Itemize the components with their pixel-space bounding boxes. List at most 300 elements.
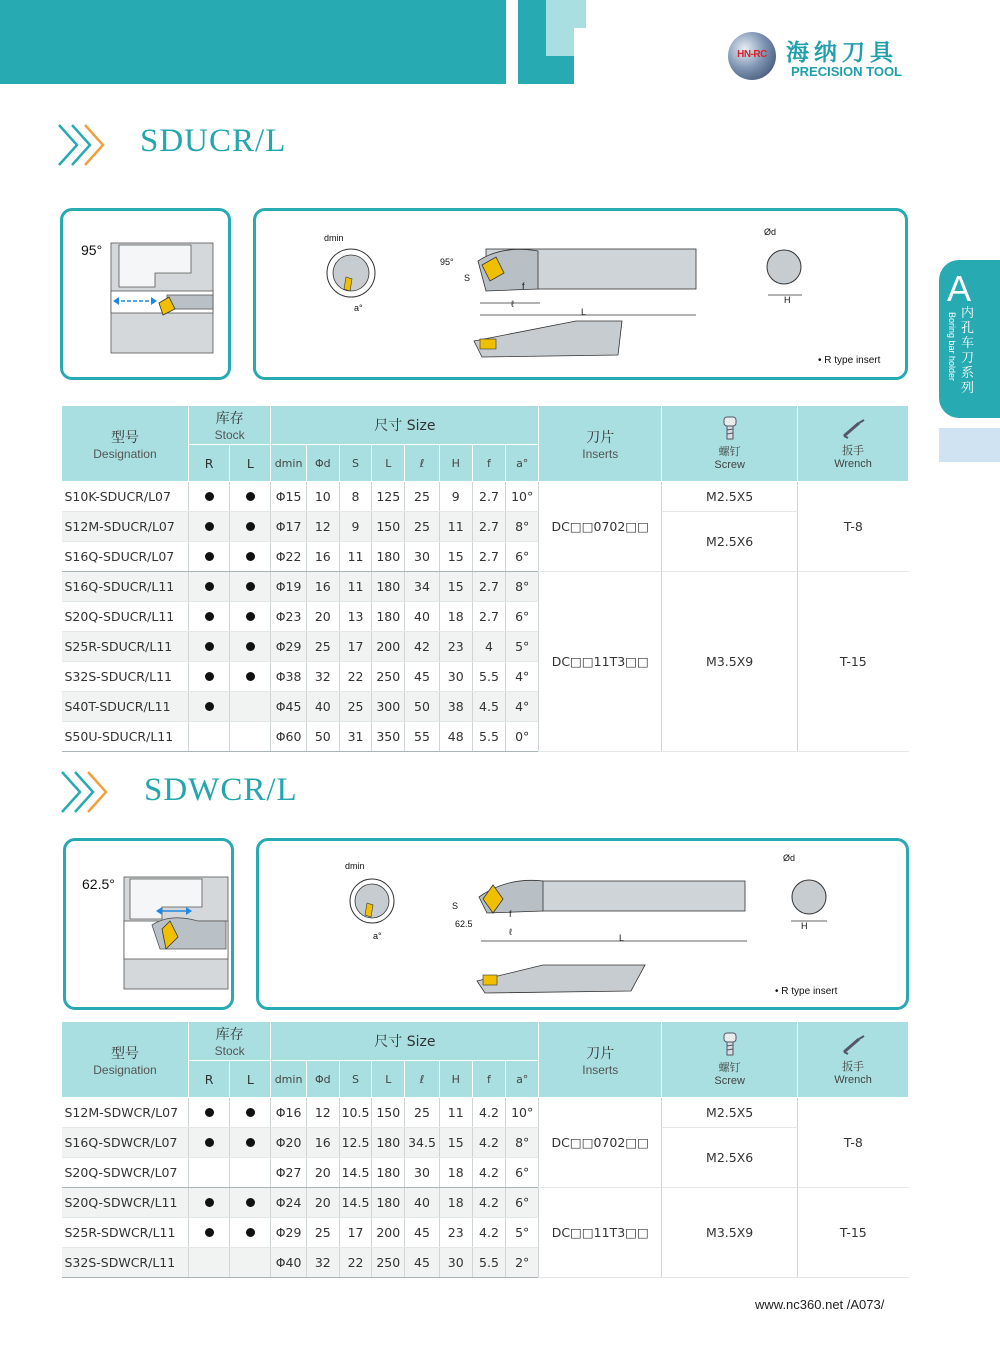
dim-label-a: a° xyxy=(354,303,363,313)
holder-angle-diagram xyxy=(66,841,231,1007)
stock-r-cell xyxy=(188,722,229,752)
insert-cell: DC□□11T3□□ xyxy=(539,1188,662,1278)
dim-label-d: Ød xyxy=(783,853,796,863)
dim-label-l-small: ℓ xyxy=(509,927,512,937)
dim-label-a: a° xyxy=(373,931,382,941)
section-title: SDWCR/L xyxy=(144,772,298,808)
header-size-label: 尺寸 Size xyxy=(374,1034,436,1050)
stock-dot-icon xyxy=(205,552,214,561)
section-title: SDUCR/L xyxy=(140,123,287,159)
cell-h: 23 xyxy=(439,632,472,662)
header-square-1 xyxy=(518,0,546,28)
cell-length: 200 xyxy=(372,632,405,662)
stock-r-cell xyxy=(188,512,229,542)
dim-label-h: H xyxy=(784,295,791,305)
cell-dmin: Φ60 xyxy=(271,722,306,752)
stock-r-cell xyxy=(188,482,229,512)
header-col-d: Φd xyxy=(306,1061,339,1098)
stock-r-cell xyxy=(188,542,229,572)
stock-dot-icon xyxy=(246,642,255,651)
cell-d: 20 xyxy=(306,1158,339,1188)
header-screw xyxy=(662,1022,798,1098)
wrench-icon xyxy=(840,417,866,439)
stock-l-cell xyxy=(230,572,271,602)
cell-f: 5.5 xyxy=(472,1248,505,1278)
cell-length: 250 xyxy=(372,1248,405,1278)
stock-dot-icon xyxy=(205,1198,214,1207)
dim-label-h: H xyxy=(801,921,808,931)
cell-f: 2.7 xyxy=(472,512,505,542)
designation-cell: S40T-SDUCR/L11 xyxy=(62,692,189,722)
designation-cell: S32S-SDUCR/L11 xyxy=(62,662,189,692)
header-col-l-small: ℓ xyxy=(405,445,439,482)
insert-note: • R type insert xyxy=(818,355,881,366)
cell-angle: 6° xyxy=(506,1188,539,1218)
dim-label-dmin: dmin xyxy=(324,233,344,243)
designation-cell: S10K-SDUCR/L07 xyxy=(62,482,189,512)
cell-dmin: Φ24 xyxy=(271,1188,306,1218)
cell-f: 4.5 xyxy=(472,692,505,722)
header-designation-en: Designation xyxy=(93,1062,157,1077)
header-size xyxy=(271,1022,539,1061)
cell-d: 10 xyxy=(306,482,339,512)
header-screw-cn: 螺钉 xyxy=(718,1061,741,1074)
header-r: R xyxy=(188,445,229,482)
cell-d: 32 xyxy=(306,662,339,692)
angle-diagram-box xyxy=(63,838,234,1010)
cell-h: 38 xyxy=(439,692,472,722)
designation-cell: S20Q-SDWCR/L11 xyxy=(62,1188,189,1218)
insert-cell: DC□□11T3□□ xyxy=(539,572,662,752)
header-stock xyxy=(188,406,271,445)
header-size-label: 尺寸 Size xyxy=(374,418,436,434)
dim-label-l: L xyxy=(581,307,587,317)
stock-dot-icon xyxy=(205,582,214,591)
table-row xyxy=(62,512,909,542)
cell-l-small: 40 xyxy=(405,602,439,632)
cell-dmin: Φ22 xyxy=(271,542,306,572)
header-square-5 xyxy=(546,56,574,84)
cell-s: 10.5 xyxy=(339,1098,371,1128)
stock-r-cell xyxy=(188,1128,229,1158)
header-col-length: L xyxy=(372,1061,405,1098)
header-r: R xyxy=(188,1061,229,1098)
stock-l-cell xyxy=(230,602,271,632)
cell-h: 23 xyxy=(439,1218,472,1248)
cell-length: 180 xyxy=(372,572,405,602)
brand-name-cn: 海纳刀具 xyxy=(786,40,898,66)
header-inserts-cn: 刀片 xyxy=(586,1045,615,1062)
header-size xyxy=(271,406,539,445)
header-col-h: H xyxy=(439,445,472,482)
angle-label: 95° xyxy=(81,242,103,258)
header-l: L xyxy=(230,445,271,482)
stock-dot-icon xyxy=(205,702,214,711)
table-row xyxy=(62,1128,909,1158)
cell-angle: 4° xyxy=(506,692,539,722)
screw-cell: M2.5X6 xyxy=(662,512,798,572)
footer-url[interactable]: www.nc360.net /A073/ xyxy=(755,1297,885,1312)
table-row xyxy=(62,1188,909,1218)
cell-angle: 8° xyxy=(506,1128,539,1158)
header-col-length: L xyxy=(372,445,405,482)
cell-d: 16 xyxy=(306,1128,339,1158)
cell-angle: 6° xyxy=(506,542,539,572)
cell-s: 17 xyxy=(339,1218,371,1248)
cell-s: 31 xyxy=(339,722,371,752)
cell-f: 2.7 xyxy=(472,602,505,632)
cell-angle: 2° xyxy=(506,1248,539,1278)
brand-logo-globe xyxy=(728,32,776,80)
dimension-drawing-box xyxy=(256,838,909,1010)
cell-s: 17 xyxy=(339,632,371,662)
stock-r-cell xyxy=(188,662,229,692)
header-square-3 xyxy=(518,28,546,84)
side-tab-letter: A xyxy=(947,268,972,309)
cell-s: 14.5 xyxy=(339,1158,371,1188)
header-col-h: H xyxy=(439,1061,472,1098)
header-col-dmin: dmin xyxy=(271,445,306,482)
header-stock xyxy=(188,1022,271,1061)
cell-angle: 0° xyxy=(506,722,539,752)
header-wrench-cn: 扳手 xyxy=(842,444,865,457)
stock-dot-icon xyxy=(246,492,255,501)
screw-icon xyxy=(722,416,738,440)
stock-dot-icon xyxy=(205,522,214,531)
cell-f: 5.5 xyxy=(472,722,505,752)
cell-angle: 5° xyxy=(506,632,539,662)
header-col-angle: a° xyxy=(506,445,539,482)
cell-h: 30 xyxy=(439,662,472,692)
designation-cell: S12M-SDWCR/L07 xyxy=(62,1098,189,1128)
cell-l-small: 34 xyxy=(405,572,439,602)
cell-length: 180 xyxy=(372,602,405,632)
header-inserts-en: Inserts xyxy=(582,1062,619,1077)
designation-cell: S25R-SDUCR/L11 xyxy=(62,632,189,662)
cell-d: 16 xyxy=(306,542,339,572)
stock-dot-icon xyxy=(246,1198,255,1207)
cell-dmin: Φ45 xyxy=(271,692,306,722)
cell-s: 8 xyxy=(339,482,371,512)
tool-dimension-drawing xyxy=(256,211,905,377)
cell-d: 32 xyxy=(306,1248,339,1278)
wrench-cell: T-15 xyxy=(798,1188,909,1278)
cell-l-small: 50 xyxy=(405,692,439,722)
cell-h: 15 xyxy=(439,1128,472,1158)
cell-h: 48 xyxy=(439,722,472,752)
cell-l-small: 45 xyxy=(405,1248,439,1278)
cell-h: 30 xyxy=(439,1248,472,1278)
stock-r-cell xyxy=(188,632,229,662)
cell-angle: 6° xyxy=(506,1158,539,1188)
cell-f: 4.2 xyxy=(472,1218,505,1248)
header-col-d: Φd xyxy=(306,445,339,482)
cell-dmin: Φ29 xyxy=(271,1218,306,1248)
stock-dot-icon xyxy=(205,672,214,681)
designation-cell: S16Q-SDWCR/L07 xyxy=(62,1128,189,1158)
header-col-angle: a° xyxy=(506,1061,539,1098)
header-wrench-en: Wrench xyxy=(834,458,872,470)
cell-f: 4.2 xyxy=(472,1188,505,1218)
brand-name-en: PRECISION TOOL xyxy=(791,64,902,79)
cell-h: 18 xyxy=(439,1158,472,1188)
dim-label-l-small: ℓ xyxy=(511,299,514,309)
header-wrench xyxy=(798,406,909,482)
cell-f: 4.2 xyxy=(472,1158,505,1188)
header-col-s: S xyxy=(339,1061,371,1098)
cell-dmin: Φ29 xyxy=(271,632,306,662)
designation-cell: S16Q-SDUCR/L11 xyxy=(62,572,189,602)
stock-r-cell xyxy=(188,1188,229,1218)
cell-d: 16 xyxy=(306,572,339,602)
cell-dmin: Φ40 xyxy=(271,1248,306,1278)
dim-label-l: L xyxy=(619,933,625,943)
header-designation xyxy=(62,1022,189,1098)
stock-l-cell xyxy=(230,1128,271,1158)
wrench-cell: T-8 xyxy=(798,1098,909,1188)
cell-f: 4.2 xyxy=(472,1098,505,1128)
cell-h: 11 xyxy=(439,1098,472,1128)
stock-r-cell xyxy=(188,572,229,602)
spec-table-body xyxy=(62,482,909,752)
header-screw xyxy=(662,406,798,482)
stock-dot-icon xyxy=(246,672,255,681)
stock-l-cell xyxy=(230,482,271,512)
cell-dmin: Φ16 xyxy=(271,1098,306,1128)
cell-dmin: Φ15 xyxy=(271,482,306,512)
stock-dot-icon xyxy=(246,612,255,621)
header-stock-en: Stock xyxy=(214,428,245,442)
header-screw-cn: 螺钉 xyxy=(718,445,741,458)
cell-s: 12.5 xyxy=(339,1128,371,1158)
cell-s: 11 xyxy=(339,542,371,572)
dim-label-d: Ød xyxy=(764,227,777,237)
cell-h: 15 xyxy=(439,542,472,572)
cell-l-small: 25 xyxy=(405,512,439,542)
stock-l-cell xyxy=(230,632,271,662)
angle-diagram-box xyxy=(60,208,231,380)
side-tab-cn: 内孔车刀系列 xyxy=(961,306,975,396)
cell-d: 20 xyxy=(306,602,339,632)
spec-table xyxy=(61,405,909,752)
cell-length: 350 xyxy=(372,722,405,752)
dim-label-angle: 62.5 xyxy=(455,919,473,929)
dim-label-s: S xyxy=(452,901,459,911)
stock-l-cell xyxy=(230,542,271,572)
cell-dmin: Φ17 xyxy=(271,512,306,542)
wrench-icon xyxy=(840,1033,866,1055)
holder-angle-diagram xyxy=(63,211,228,377)
side-tab-secondary xyxy=(939,428,1000,462)
cell-h: 9 xyxy=(439,482,472,512)
cell-angle: 6° xyxy=(506,602,539,632)
cell-l-small: 45 xyxy=(405,1218,439,1248)
stock-dot-icon xyxy=(246,522,255,531)
table-row xyxy=(62,1098,909,1128)
cell-length: 300 xyxy=(372,692,405,722)
header-screw-en: Screw xyxy=(714,459,745,471)
cell-dmin: Φ20 xyxy=(271,1128,306,1158)
designation-cell: S20Q-SDUCR/L11 xyxy=(62,602,189,632)
stock-dot-icon xyxy=(246,1138,255,1147)
header-inserts-cn: 刀片 xyxy=(586,429,615,446)
stock-r-cell xyxy=(188,1098,229,1128)
header-designation-cn: 型号 xyxy=(110,429,139,446)
stock-l-cell xyxy=(230,512,271,542)
stock-l-cell xyxy=(230,1188,271,1218)
cell-length: 250 xyxy=(372,662,405,692)
screw-cell: M2.5X6 xyxy=(662,1128,798,1188)
cell-l-small: 40 xyxy=(405,1188,439,1218)
cell-h: 15 xyxy=(439,572,472,602)
cell-angle: 10° xyxy=(506,1098,539,1128)
cell-length: 150 xyxy=(372,1098,405,1128)
cell-s: 22 xyxy=(339,662,371,692)
stock-l-cell xyxy=(230,1158,271,1188)
screw-cell: M2.5X5 xyxy=(662,482,798,512)
cell-dmin: Φ19 xyxy=(271,572,306,602)
header-square-4 xyxy=(546,28,574,56)
insert-note: • R type insert xyxy=(775,986,838,997)
stock-dot-icon xyxy=(205,492,214,501)
designation-cell: S20Q-SDWCR/L07 xyxy=(62,1158,189,1188)
cell-angle: 8° xyxy=(506,572,539,602)
stock-l-cell xyxy=(230,662,271,692)
header-col-s: S xyxy=(339,445,371,482)
cell-l-small: 25 xyxy=(405,1098,439,1128)
cell-l-small: 45 xyxy=(405,662,439,692)
stock-r-cell xyxy=(188,692,229,722)
stock-l-cell xyxy=(230,1248,271,1278)
designation-cell: S25R-SDWCR/L11 xyxy=(62,1218,189,1248)
cell-l-small: 34.5 xyxy=(405,1128,439,1158)
cell-h: 18 xyxy=(439,602,472,632)
cell-angle: 4° xyxy=(506,662,539,692)
stock-l-cell xyxy=(230,1098,271,1128)
header-col-dmin: dmin xyxy=(271,1061,306,1098)
brand-globe-text: HN-RC xyxy=(737,49,767,60)
header-designation-cn: 型号 xyxy=(110,1045,139,1062)
cell-s: 13 xyxy=(339,602,371,632)
designation-cell: S12M-SDUCR/L07 xyxy=(62,512,189,542)
cell-length: 180 xyxy=(372,542,405,572)
cell-length: 150 xyxy=(372,512,405,542)
cell-f: 2.7 xyxy=(472,542,505,572)
screw-cell: M2.5X5 xyxy=(662,1098,798,1128)
cell-d: 25 xyxy=(306,1218,339,1248)
stock-dot-icon xyxy=(246,552,255,561)
cell-length: 180 xyxy=(372,1158,405,1188)
header-designation-en: Designation xyxy=(93,446,157,461)
stock-r-cell xyxy=(188,1248,229,1278)
header-designation xyxy=(62,406,189,482)
cell-l-small: 55 xyxy=(405,722,439,752)
header-inserts xyxy=(539,1022,662,1098)
header-wrench-cn: 扳手 xyxy=(842,1060,865,1073)
header-band xyxy=(0,0,506,84)
cell-dmin: Φ38 xyxy=(271,662,306,692)
chevron-arrows-icon xyxy=(60,770,116,814)
side-tab[interactable] xyxy=(939,260,1000,418)
cell-s: 9 xyxy=(339,512,371,542)
stock-l-cell xyxy=(230,692,271,722)
stock-dot-icon xyxy=(246,1228,255,1237)
cell-s: 14.5 xyxy=(339,1188,371,1218)
header-wrench-en: Wrench xyxy=(834,1074,872,1086)
spec-table xyxy=(61,1021,909,1278)
dim-label-s: S xyxy=(464,273,471,283)
header-square-2 xyxy=(546,0,586,28)
cell-l-small: 25 xyxy=(405,482,439,512)
cell-f: 4.2 xyxy=(472,1128,505,1158)
side-tab-en: Boring bar holder xyxy=(947,312,957,382)
designation-cell: S50U-SDUCR/L11 xyxy=(62,722,189,752)
header-col-f: f xyxy=(472,1061,505,1098)
wrench-cell: T-8 xyxy=(798,482,909,572)
dim-label-f: f xyxy=(509,909,512,919)
angle-label: 62.5° xyxy=(82,876,115,892)
dim-label-f: f xyxy=(522,281,525,291)
cell-length: 180 xyxy=(372,1128,405,1158)
header-inserts-en: Inserts xyxy=(582,446,619,461)
header-wrench xyxy=(798,1022,909,1098)
chevron-arrows-icon xyxy=(57,123,113,167)
cell-h: 11 xyxy=(439,512,472,542)
table-row xyxy=(62,482,909,512)
screw-icon xyxy=(722,1032,738,1056)
wrench-cell: T-15 xyxy=(798,572,909,752)
stock-dot-icon xyxy=(205,642,214,651)
stock-dot-icon xyxy=(205,1138,214,1147)
designation-cell: S32S-SDWCR/L11 xyxy=(62,1248,189,1278)
cell-angle: 10° xyxy=(506,482,539,512)
screw-cell: M3.5X9 xyxy=(662,1188,798,1278)
header-col-l-small: ℓ xyxy=(405,1061,439,1098)
insert-cell: DC□□0702□□ xyxy=(539,1098,662,1188)
stock-l-cell xyxy=(230,1218,271,1248)
cell-d: 40 xyxy=(306,692,339,722)
cell-length: 180 xyxy=(372,1188,405,1218)
stock-dot-icon xyxy=(205,1108,214,1117)
cell-f: 2.7 xyxy=(472,482,505,512)
cell-dmin: Φ23 xyxy=(271,602,306,632)
insert-cell: DC□□0702□□ xyxy=(539,482,662,572)
stock-r-cell xyxy=(188,1218,229,1248)
stock-dot-icon xyxy=(246,582,255,591)
table-row xyxy=(62,572,909,602)
cell-s: 25 xyxy=(339,692,371,722)
stock-dot-icon xyxy=(205,1228,214,1237)
cell-length: 125 xyxy=(372,482,405,512)
header-l: L xyxy=(230,1061,271,1098)
screw-cell: M3.5X9 xyxy=(662,572,798,752)
cell-l-small: 30 xyxy=(405,542,439,572)
header-col-f: f xyxy=(472,445,505,482)
header-inserts xyxy=(539,406,662,482)
cell-d: 20 xyxy=(306,1188,339,1218)
cell-angle: 5° xyxy=(506,1218,539,1248)
cell-f: 2.7 xyxy=(472,572,505,602)
dimension-drawing-box xyxy=(253,208,908,380)
dim-label-angle: 95° xyxy=(440,257,454,267)
cell-f: 4 xyxy=(472,632,505,662)
header-stock-cn: 库存 xyxy=(215,1027,244,1043)
cell-d: 50 xyxy=(306,722,339,752)
cell-h: 18 xyxy=(439,1188,472,1218)
spec-table-body xyxy=(62,1098,909,1278)
stock-r-cell xyxy=(188,602,229,632)
dim-label-dmin: dmin xyxy=(345,861,365,871)
